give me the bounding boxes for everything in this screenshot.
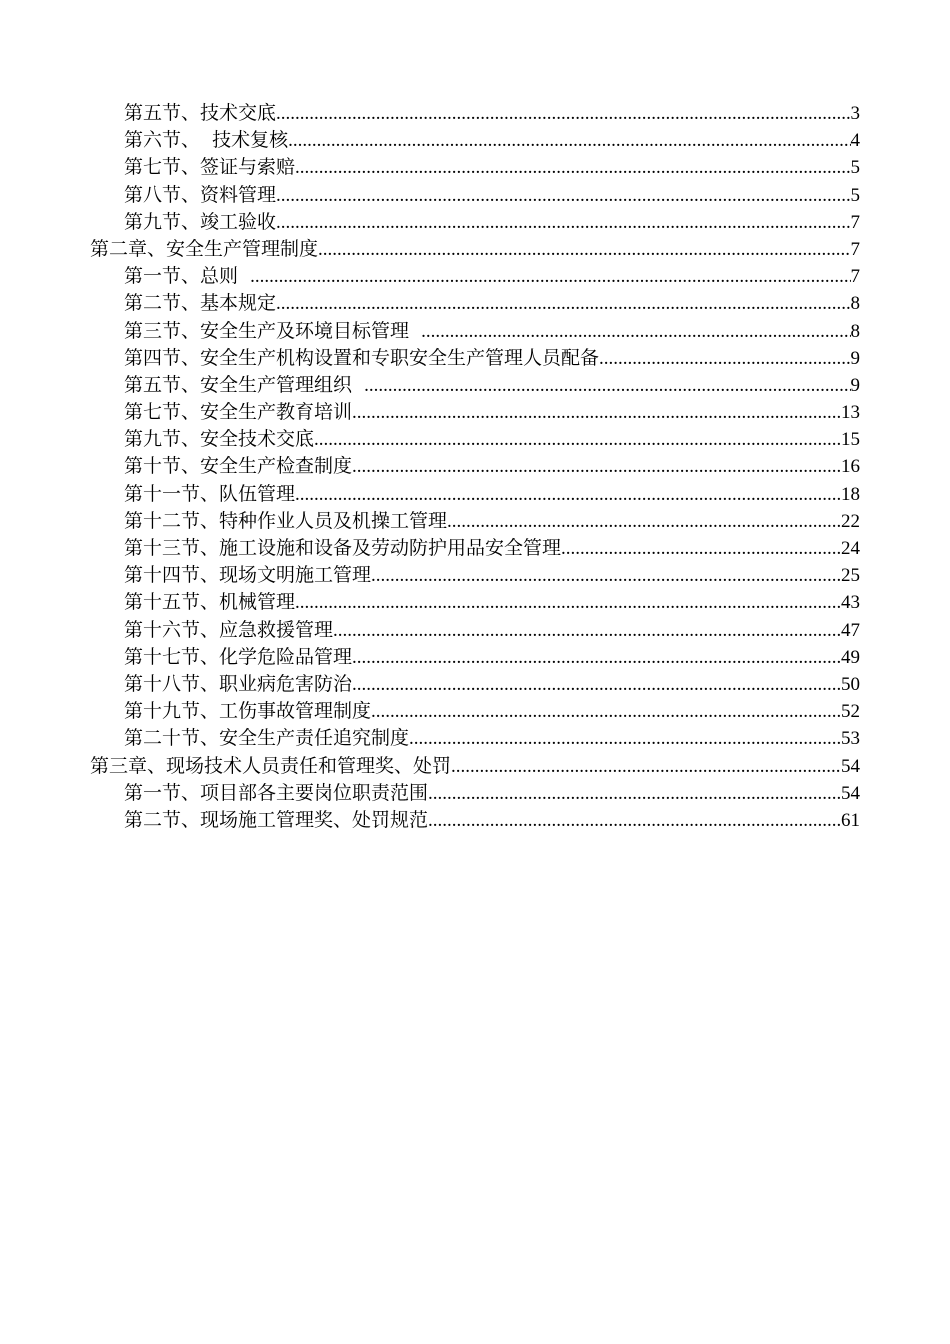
toc-dot-leader [276, 100, 850, 127]
toc-section-entry[interactable] [124, 100, 860, 127]
toc-dot-leader [276, 290, 850, 317]
toc-dot-leader [447, 508, 841, 535]
toc-dot-leader [295, 481, 841, 508]
toc-entry-line [124, 318, 860, 345]
toc-dot-leader [288, 127, 850, 154]
toc-entry-line [124, 617, 860, 644]
toc-dot-leader [599, 345, 850, 372]
toc-page-number: 24 [841, 538, 860, 559]
toc-entry-title: 第二节、现场施工管理奖、处罚规范 [124, 808, 429, 831]
toc-page-number: 3 [850, 103, 860, 124]
toc-page-number: 7 [850, 238, 860, 260]
toc-dot-leader [295, 589, 841, 616]
toc-section-entry[interactable] [124, 725, 860, 752]
toc-entry-title: 第十六节、应急救援管理 [124, 618, 334, 641]
toc-entry-title: 第五节、安全生产管理组织 [124, 373, 365, 396]
toc-entry-line [124, 644, 860, 671]
toc-page-number: 25 [841, 565, 860, 587]
toc-entry-title: 第一节、总则 [124, 265, 251, 288]
toc-entry-line [124, 182, 860, 209]
toc-section-entry[interactable] [124, 617, 860, 644]
toc-page-number: 9 [850, 374, 860, 396]
toc-page-number: 7 [850, 211, 860, 233]
toc-entry-title: 第九节、安全技术交底 [124, 428, 315, 451]
toc-page-number: 43 [841, 592, 860, 614]
toc-section-entry[interactable] [124, 345, 860, 372]
toc-page-number: 8 [850, 293, 860, 315]
toc-entry-line [124, 399, 860, 426]
toc-dot-leader [451, 753, 841, 780]
toc-section-entry[interactable] [124, 807, 860, 834]
toc-entry-line [124, 481, 860, 508]
toc-section-entry[interactable] [124, 481, 860, 508]
toc-dot-leader [352, 399, 841, 426]
toc-entry-title: 第三章、现场技术人员责任和管理奖、处罚 [90, 754, 452, 777]
toc-entry-title: 第二节、基本规定 [124, 292, 277, 315]
toc-section-entry[interactable] [124, 589, 860, 616]
toc-entry-title: 第十五节、机械管理 [124, 591, 296, 614]
toc-page-number: 8 [850, 320, 860, 342]
toc-page-number: 9 [850, 347, 860, 369]
toc-entry-title: 第七节、安全生产教育培训 [124, 401, 353, 424]
toc-section-entry[interactable] [124, 399, 860, 426]
toc-entry-line [124, 426, 860, 453]
table-of-contents [0, 100, 950, 834]
toc-page-number: 47 [841, 619, 860, 641]
toc-entry-title: 第一节、项目部各主要岗位职责范围 [124, 781, 429, 804]
toc-dot-leader [333, 617, 841, 644]
toc-dot-leader [250, 263, 850, 290]
toc-page-number: 54 [841, 782, 860, 804]
toc-page-number: 22 [841, 510, 860, 532]
toc-entry-line [124, 345, 860, 372]
toc-entry-line [124, 290, 860, 317]
toc-dot-leader [421, 318, 850, 345]
toc-entry-title: 第二十节、安全生产责任追究制度 [124, 727, 410, 750]
toc-dot-leader [352, 671, 841, 698]
toc-section-entry[interactable] [124, 698, 860, 725]
toc-section-entry[interactable] [124, 372, 860, 399]
toc-dot-leader [561, 535, 841, 562]
toc-entry-title: 第十一节、队伍管理 [124, 482, 296, 505]
toc-entry-title: 第十九节、工伤事故管理制度 [124, 700, 372, 723]
toc-dot-leader [409, 725, 841, 752]
toc-entry-line [124, 209, 860, 236]
toc-entry-title: 第八节、资料管理 [124, 183, 277, 206]
toc-page-number: 15 [841, 429, 860, 451]
toc-section-entry[interactable] [124, 209, 860, 236]
toc-entry-title: 第六节、 技术复核 [124, 129, 289, 152]
toc-section-entry[interactable] [124, 182, 860, 209]
toc-dot-leader [314, 426, 841, 453]
toc-chapter-entry[interactable] [90, 236, 860, 263]
toc-section-entry[interactable] [124, 562, 860, 589]
toc-chapter-entry[interactable] [90, 753, 860, 780]
toc-entry-title: 第二章、安全生产管理制度 [90, 237, 319, 260]
toc-dot-leader [428, 807, 841, 834]
toc-dot-leader [276, 182, 850, 209]
toc-entry-line [124, 698, 860, 725]
toc-list [0, 100, 950, 834]
toc-entry-line [124, 671, 860, 698]
toc-dot-leader [428, 780, 841, 807]
toc-section-entry[interactable] [124, 154, 860, 181]
toc-page-number: 7 [850, 266, 860, 288]
toc-section-entry[interactable] [124, 263, 860, 290]
toc-entry-title: 第十四节、现场文明施工管理 [124, 564, 372, 587]
toc-entry-title: 第十八节、职业病危害防治 [124, 672, 353, 695]
toc-entry-line [124, 589, 860, 616]
toc-section-entry[interactable] [124, 290, 860, 317]
toc-dot-leader [352, 453, 841, 480]
toc-page-number: 4 [850, 130, 860, 152]
toc-entry-line [124, 154, 860, 181]
toc-entry-title: 第十节、安全生产检查制度 [124, 455, 353, 478]
toc-entry-line [124, 453, 860, 480]
toc-entry-title: 第十七节、化学危险品管理 [124, 645, 353, 668]
toc-entry-line [124, 100, 860, 127]
toc-entry-line [124, 535, 860, 562]
toc-section-entry[interactable] [124, 671, 860, 698]
toc-dot-leader [371, 562, 841, 589]
toc-entry-line [90, 236, 860, 263]
toc-page-number: 49 [841, 646, 860, 668]
toc-dot-leader [318, 236, 850, 263]
toc-page-number: 53 [841, 728, 860, 750]
toc-entry-line [124, 780, 860, 807]
toc-page-number: 5 [850, 157, 860, 179]
toc-page-number: 13 [841, 402, 860, 424]
toc-page-number: 52 [841, 701, 860, 723]
toc-entry-title: 第九节、竣工验收 [124, 210, 277, 233]
toc-dot-leader [276, 209, 850, 236]
toc-entry-title: 第四节、安全生产机构设置和专职安全生产管理人员配备 [124, 346, 600, 369]
toc-section-entry[interactable] [124, 508, 860, 535]
toc-section-entry[interactable] [124, 780, 860, 807]
toc-entry-title: 第十二节、特种作业人员及机操工管理 [124, 509, 448, 532]
toc-section-entry[interactable] [124, 535, 860, 562]
toc-entry-title: 第七节、签证与索赔 [124, 156, 296, 179]
toc-dot-leader [295, 154, 850, 181]
toc-dot-leader [364, 372, 850, 399]
toc-entry-title: 第十三节、施工设施和设备及劳动防护用品安全管理 [124, 537, 562, 559]
toc-section-entry[interactable] [124, 644, 860, 671]
toc-entry-line [124, 725, 860, 752]
toc-entry-line [124, 508, 860, 535]
toc-page-number: 50 [841, 673, 860, 695]
toc-entry-line [124, 807, 860, 834]
toc-section-entry[interactable] [124, 453, 860, 480]
toc-page-number: 61 [841, 809, 860, 831]
toc-section-entry[interactable] [124, 426, 860, 453]
toc-page-number: 16 [841, 456, 860, 478]
toc-entry-line [124, 372, 860, 399]
toc-entry-title: 第三节、安全生产及环境目标管理 [124, 319, 422, 342]
toc-entry-line [90, 753, 860, 780]
toc-entry-line [124, 562, 860, 589]
toc-entry-line [124, 263, 860, 290]
toc-dot-leader [352, 644, 841, 671]
toc-section-entry[interactable] [124, 127, 860, 154]
toc-section-entry[interactable] [124, 318, 860, 345]
toc-page-number: 54 [841, 755, 860, 777]
toc-dot-leader [371, 698, 841, 725]
toc-entry-title: 第五节、技术交底 [124, 102, 277, 124]
toc-page-number: 18 [841, 483, 860, 505]
toc-page-number: 5 [850, 184, 860, 206]
toc-entry-line [124, 127, 860, 154]
